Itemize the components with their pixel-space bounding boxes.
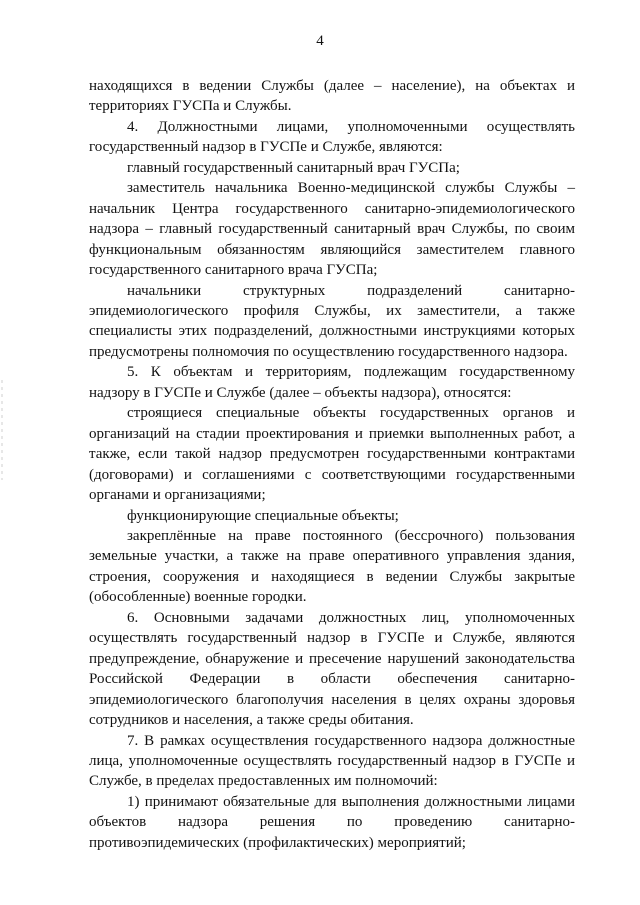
paragraph-subitem-1: 1) принимают обязательные для выполнения должностными лицами объектов надзора решения по проведению санитарно-противоэпидемических (профилактических) мероприятий;	[89, 793, 575, 851]
paragraph-division-heads: начальники структурных подразделений санитарно-эпидемиологического профиля Службы, их заместители, а также специалисты этих подразделений, должностными инструкциями которых предусмотрены полномочия по осуществлению государственного надзора.	[89, 282, 575, 360]
paragraph-deputy-chief: заместитель начальника Военно-медицинской службы Службы – начальник Центра государственного санитарно-эпидемиологического надзора – главный государственный санитарный врач Службы, по своим функциональным обязанностям являющийся заместителем главного государственного санитарного врача ГУСПа;	[89, 180, 575, 279]
paragraph-item-4: 4. Должностными лицами, уполномоченными осуществлять государственный надзор в ГУСПе и Службе, являются:	[89, 118, 575, 156]
paragraph-item-6: 6. Основными задачами должностных лиц, уполномоченных осуществлять государственный надзор в ГУСПе и Службе, являются предупреждение, обнаружение и пресечение нарушений законодательства Российской Федерации в области обеспечения санитарно-эпидемиологического благополучия населения в целях охраны здоровья сотрудников и населения, а также среды обитания.	[89, 609, 575, 729]
paragraph-continuation: находящихся в ведении Службы (далее – население), на объектах и территориях ГУСПа и Службы.	[89, 78, 575, 115]
page-number: 4	[316, 33, 324, 49]
paragraph-item-5: 5. К объектам и территориям, подлежащим государственному надзору в ГУСПе и Службе (далее – объекты надзора), относятся:	[89, 364, 575, 401]
paragraph-chief-sanitary-doctor: главный государственный санитарный врач ГУСПа;	[127, 159, 460, 176]
paragraph-item-7: 7. В рамках осуществления государственного надзора должностные лица, уполномоченные осуществлять государственный надзор в ГУСПе и Службе, в пределах предоставленных им полномочий:	[89, 732, 575, 790]
document-body	[89, 76, 575, 853]
paragraph-land-plots: закреплённые на праве постоянного (бессрочного) пользования земельные участки, а также на праве оперативного управления здания, строения, сооружения и находящиеся в ведении Службы закрытые (обособленные) военные городки.	[89, 527, 575, 606]
paragraph-functioning-objects: функционирующие специальные объекты;	[127, 507, 399, 524]
paragraph-objects-under-construction: строящиеся специальные объекты государственных органов и организаций на стадии проектирования и приемки выполненных работ, а также, если такой надзор предусмотрен государственными контрактами (договорами) и соглашениями с соответствующими государственными органами и организациями;	[89, 405, 575, 504]
